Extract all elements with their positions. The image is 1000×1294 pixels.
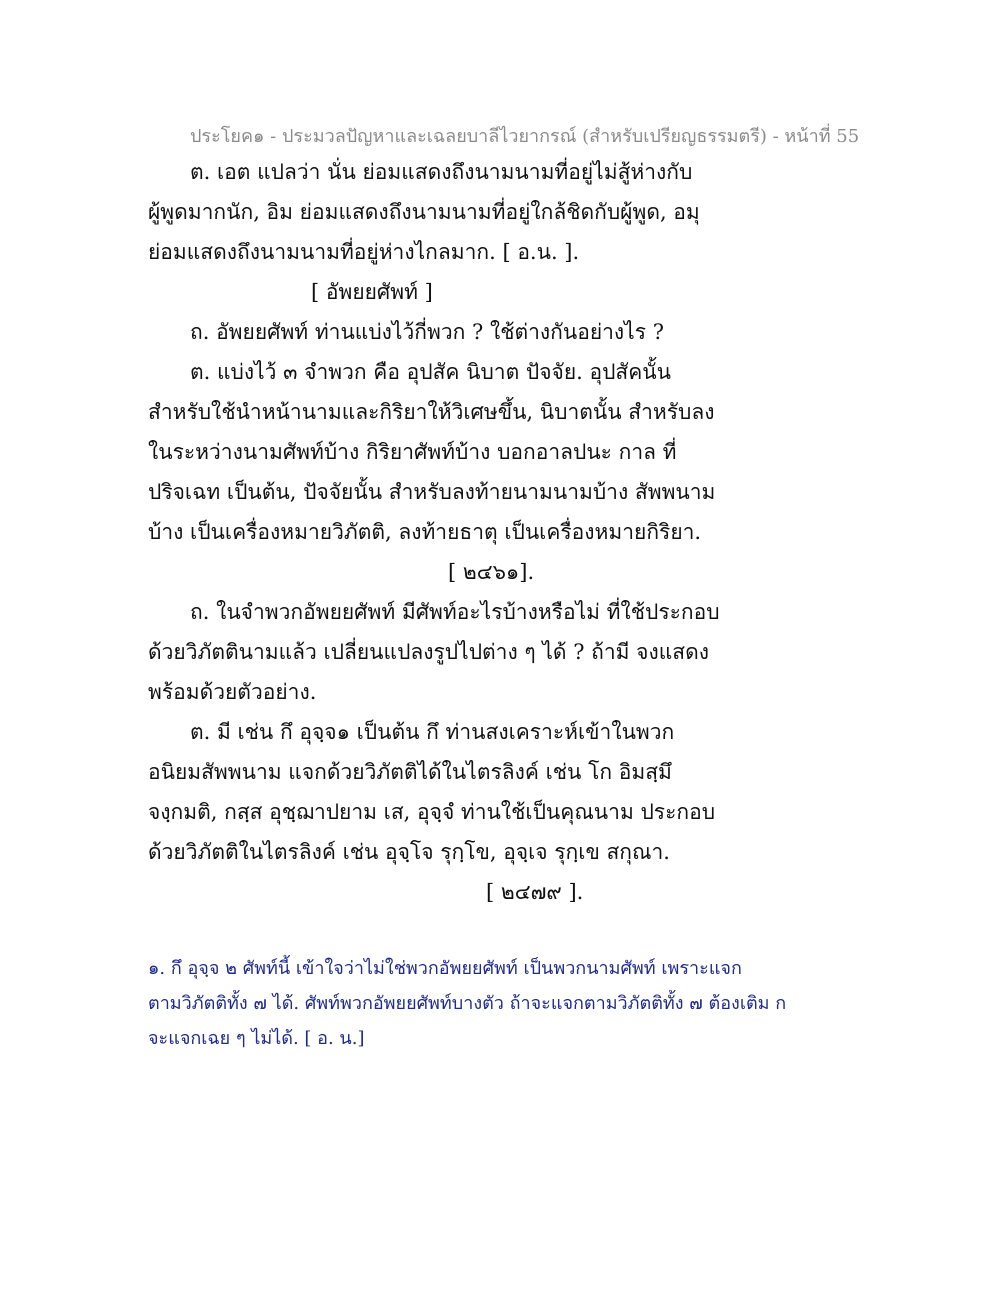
text-line: บ้าง เป็นเครื่องหมายวิภัตติ, ลงท้ายธาตุ เป็นเครื่องหมายกิริยา. bbox=[148, 520, 702, 544]
text-line: อนิยมสัพพนาม แจกด้วยวิภัตติได้ในไตรลิงค์ เช่น โก อิมสฺมึ bbox=[148, 760, 672, 784]
text-line: ด้วยวิภัตติในไตรลิงค์ เช่น อุจฺโจ รุกฺโข, อุจฺเจ รุกฺเข สกุณา. bbox=[148, 840, 670, 864]
text-line: ย่อมแสดงถึงนามนามที่อยู่ห่างไกลมาก. [ อ.น. ]. bbox=[148, 240, 580, 264]
section-heading: [ อัพยยศัพท์ ] bbox=[311, 280, 433, 304]
text-line: ปริจเฉท เป็นต้น, ปัจจัยนั้น สำหรับลงท้ายนามนามบ้าง สัพพนาม bbox=[148, 480, 716, 504]
text-line: ผู้พูดมากนัก, อิม ย่อมแสดงถึงนามนามที่อยู่ใกล้ชิดกับผู้พูด, อมุ bbox=[148, 200, 700, 224]
text-line: ต. เอต แปลว่า นั่น ย่อมแสดงถึงนามนามที่อยู่ไม่สู้ห่างกับ bbox=[190, 160, 693, 184]
running-header: ประโยค๑ - ประมวลปัญหาและเฉลยบาลีไวยากรณ์ (สำหรับเปรียญธรรมตรี) - หน้าที่ 55 bbox=[190, 126, 860, 147]
question-line: ถ. ในจำพวกอัพยยศัพท์ มีศัพท์อะไรบ้างหรือไม่ ที่ใช้ประกอบ bbox=[190, 600, 720, 624]
text-line: ด้วยวิภัตตินามแล้ว เปลี่ยนแปลงรูปไปต่าง ๆ ได้ ? ถ้ามี จงแสดง bbox=[148, 640, 709, 664]
text-line: ในระหว่างนามศัพท์บ้าง กิริยาศัพท์บ้าง บอกอาลปนะ กาล ที่ bbox=[148, 440, 677, 464]
answer-line: ต. มี เช่น กึ อุจฺจ๑ เป็นต้น กึ ท่านสงเคราะห์เข้าในพวก bbox=[190, 720, 675, 744]
answer-line: ต. แบ่งไว้ ๓ จำพวก คือ อุปสัค นิบาต ปัจจัย. อุปสัคนั้น bbox=[190, 360, 672, 384]
footnote-line: ตามวิภัตติทั้ง ๗ ได้. ศัพท์พวกอัพยยศัพท์บางตัว ถ้าจะแจกตามวิภัตติทั้ง ๗ ต้องเติม ก bbox=[148, 993, 787, 1014]
year-reference: [ ๒๔๖๑]. bbox=[448, 560, 535, 584]
footnote-line: ๑. กึ อุจฺจ ๒ ศัพท์นี้ เข้าใจว่าไม่ใช่พวกอัพยยศัพท์ เป็นพวกนามศัพท์ เพราะแจก bbox=[148, 958, 742, 979]
footnote-line: จะแจกเฉย ๆ ไม่ได้. [ อ. น.] bbox=[148, 1028, 365, 1049]
year-reference: [ ๒๔๗๙ ]. bbox=[486, 880, 584, 904]
question-line: ถ. อัพยยศัพท์ ท่านแบ่งไว้กี่พวก ? ใช้ต่างกันอย่างไร ? bbox=[190, 320, 664, 344]
text-line: จงฺกมติ, กสฺส อุชฺฌาปยาม เส, อุจฺจํ ท่านใช้เป็นคุณนาม ประกอบ bbox=[148, 800, 716, 824]
text-line: พร้อมด้วยตัวอย่าง. bbox=[148, 680, 317, 704]
text-line: สำหรับใช้นำหน้านามและกิริยาให้วิเศษขึ้น, นิบาตนั้น สำหรับลง bbox=[148, 400, 715, 424]
